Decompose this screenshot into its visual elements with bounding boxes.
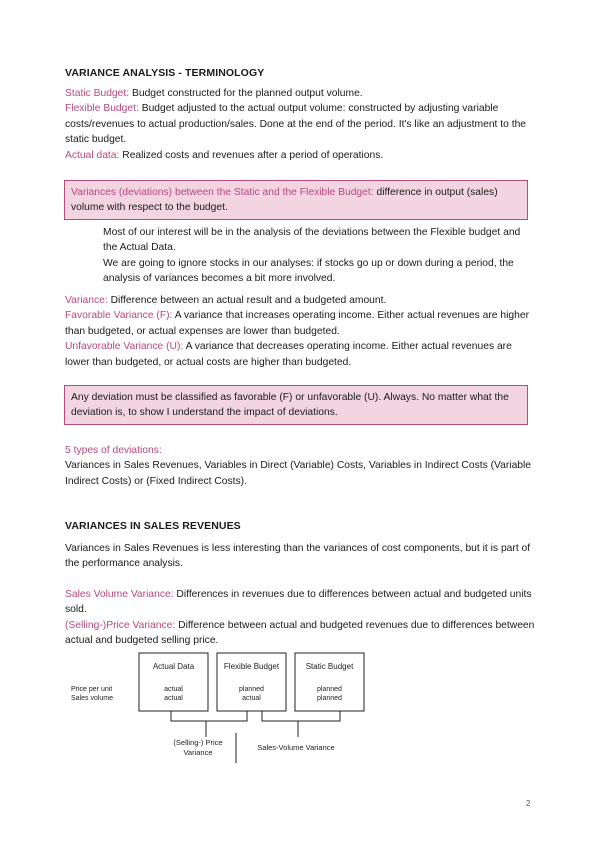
box-title-flexible: Flexible Budget (223, 662, 280, 671)
term: Actual data: (65, 149, 120, 161)
definition-text: Difference between an actual result and a budgeted amount. (107, 295, 387, 306)
note-flexible-vs-actual: Most of our interest will be in the analysis of the deviations between the Flexible budget and the Actual Data. (103, 227, 521, 254)
box-title-actual: Actual Data (152, 662, 195, 671)
types-text: Variances in Sales Revenues, Variables in Direct (Variable) Costs, Variables in Indirect Costs (Variable Indirect Costs) or (Fixed Indirect Costs). (65, 460, 532, 487)
definition-text: Budget adjusted to the actual output volume: constructed by adjusting variable costs/revenues to actual production/sales. Done at the end of the period. It's like an adjustment to the static budget. (65, 103, 527, 146)
definition-text: A variance that increases operating income. Either actual revenues are higher than budgeted, or actual expenses are lower than budgeted. (65, 310, 530, 337)
definition-text: Difference between actual and budgeted revenues due to differences between actual and budgeted selling price. (65, 619, 535, 647)
term: Static Budget: (65, 88, 130, 99)
term: Unfavorable Variance (U): (65, 341, 184, 353)
box-text: difference in output (sales) volume with respect to the budget. (71, 187, 498, 214)
types-title: 5 types of deviations: (65, 445, 162, 456)
box-flexible-price: planned (239, 686, 264, 693)
box-flexible-volume: actual (242, 695, 261, 702)
row-label-volume: Sales volume (71, 695, 114, 702)
definition-text: A variance that decreases operating income. Either actual revenues are lower than budgeted, or actual costs are higher than budgeted. (65, 341, 512, 368)
term: Flexible Budget: (65, 103, 139, 115)
bracket-price-variance (171, 711, 247, 721)
term: Favorable Variance (F): (65, 310, 173, 322)
definition-text: Realized costs and revenues after a period of operations. (119, 149, 384, 161)
term: Variance: (65, 295, 108, 306)
box-static-volume: planned (317, 695, 342, 702)
box-actual-volume: actual (164, 695, 183, 702)
label-price-variance-line1: (Selling-) Price (173, 738, 223, 747)
highlight-box-classification: Any deviation must be classified as favorable (F) or unfavorable (U). Always. No matter what the deviation is, to show I understand the impact of deviations. (64, 385, 528, 425)
label-price-variance-line2: Variance (183, 748, 213, 757)
page-number: 2 (526, 799, 531, 808)
box-static-price: planned (317, 686, 342, 693)
row-label-price: Price per unit (71, 686, 113, 693)
box-title-static: Static Budget (305, 662, 354, 671)
bracket-volume-variance (262, 711, 340, 721)
term: (Selling-)Price Variance: (65, 619, 176, 631)
box-actual-price: actual (164, 686, 183, 693)
section-title-sales-revenues: VARIANCES IN SALES REVENUES (65, 520, 241, 532)
label-sales-volume-variance: Sales-Volume Variance (257, 743, 335, 752)
intro-text: Variances in Sales Revenues is less interesting than the variances of cost components, but it is part of the performance analysis. (65, 543, 531, 570)
section-title-terminology: VARIANCE ANALYSIS - TERMINOLOGY (65, 67, 265, 79)
note-ignore-stocks: We are going to ignore stocks in our analyses: if stocks go up or down during a period, the analysis of variances becomes a bit more involved. (103, 257, 514, 285)
definition-text: Budget constructed for the planned output volume. (129, 88, 363, 99)
term: Variances (deviations) between the Static and the Flexible Budget: (71, 187, 374, 198)
definition-text: Differences in revenues due to differences between actual and budgeted units sold. (65, 589, 532, 616)
term: Sales Volume Variance: (65, 589, 174, 600)
